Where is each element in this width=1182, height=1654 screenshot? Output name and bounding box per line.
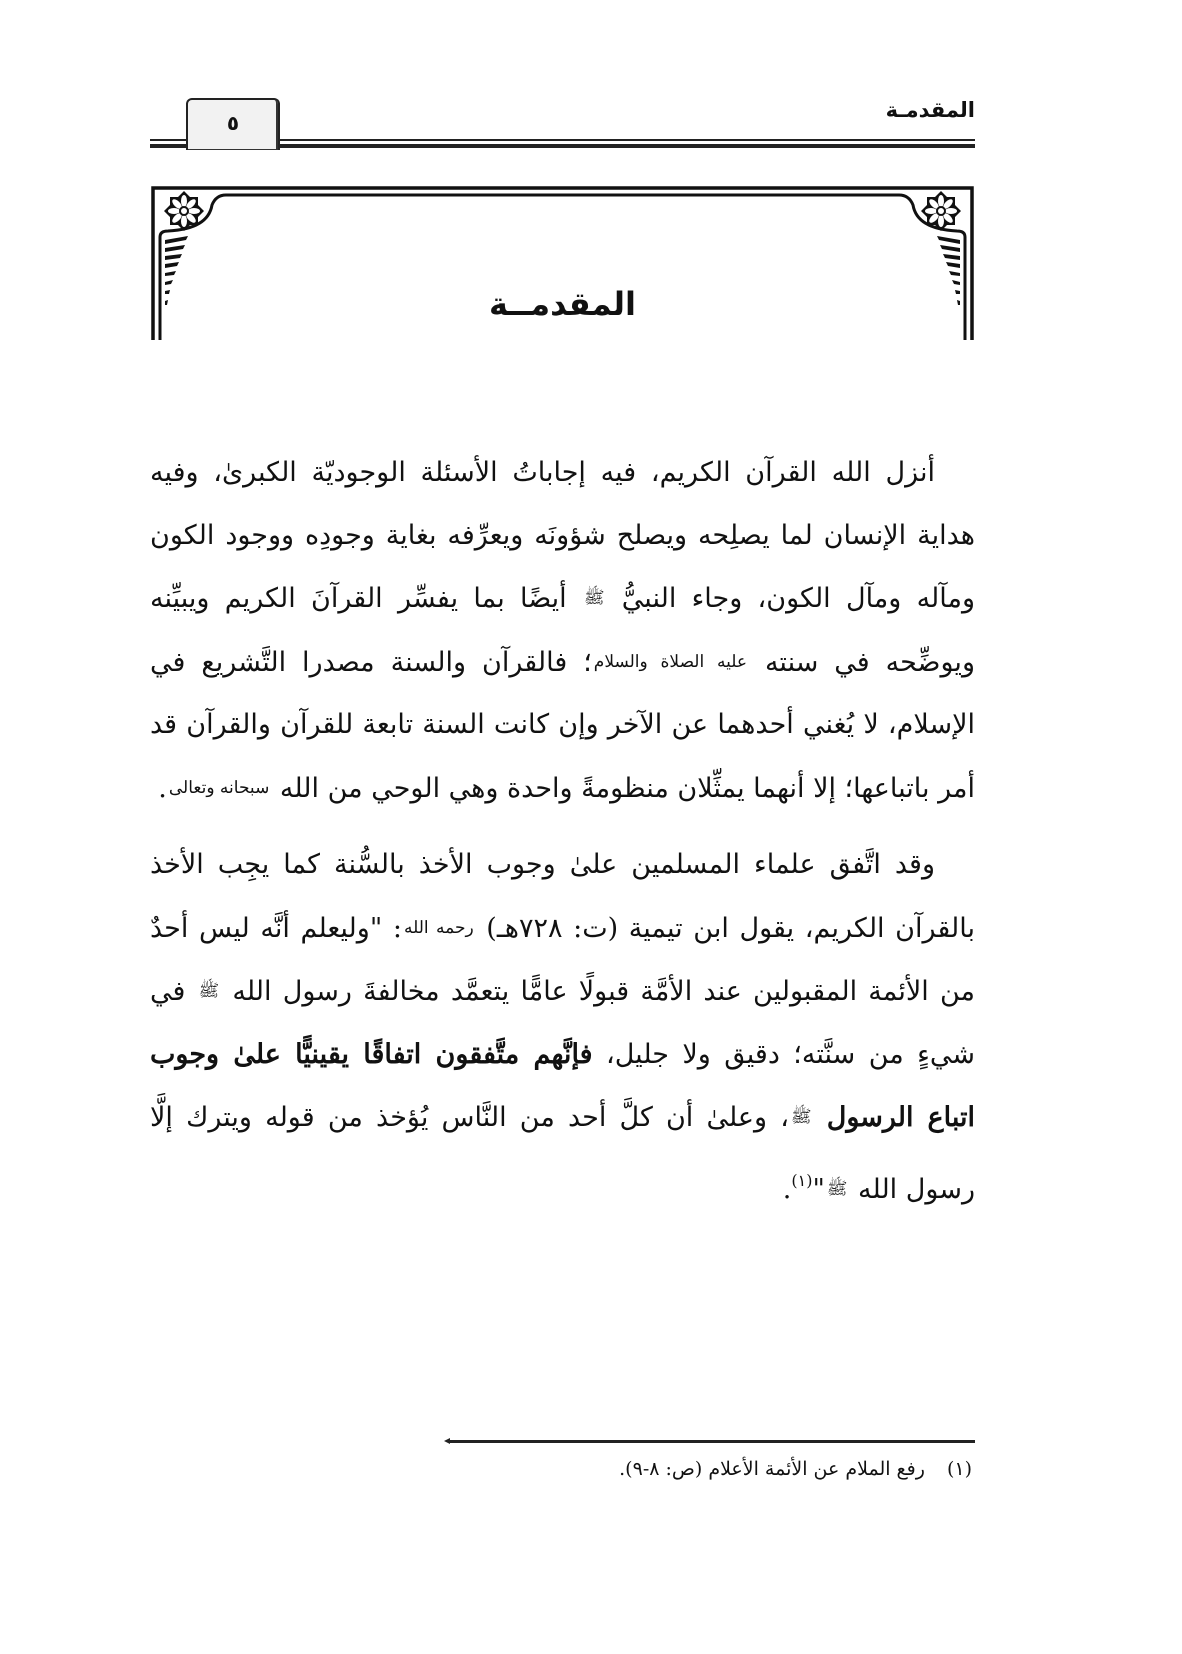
honorific-salla-icon: ﷺ (826, 1178, 848, 1199)
footnote-item (150, 1452, 972, 1486)
body-text (150, 442, 975, 1221)
page-number: ٥ (226, 111, 240, 135)
paragraph-1: أنزل الله القرآن الكريم، فيه إجاباتُ الأسئلة الوجوديّة الكبرىٰ، وفيه هداية الإنسان لما يصلِحه ويصلح شؤونَه ويعرِّفه بغاية وجودِه ووجود الكون ومآله ومآل الكون، وجاء النبيُّ ﷺ أيضًا بما يفسِّر القرآنَ الكريم ويبيِّنه ويوضِّحه في سنته عليه الصلاة والسلام؛ فالقرآن والسنة مصدرا التَّشريع في الإسلام، لا يُغني أحدهما عن الآخر وإن كانت السنة تابعة للقرآن والقرآن قد أمر باتباعها؛ إلا أنهما يمثِّلان منظومةً واحدة وهي الوحي من الله سبحانه وتعالى. (150, 457, 976, 804)
chapter-heading-frame (150, 185, 975, 340)
running-title: المقدمـة (885, 98, 975, 122)
footnote-text: رفع الملام عن الأئمة الأعلام (ص: ٨-٩). (619, 1458, 925, 1480)
rosette-right-icon (921, 191, 961, 231)
honorific-salla-icon: ﷺ (583, 588, 605, 608)
honorific-subhanahu-icon: سبحانه وتعالى (168, 777, 270, 798)
chapter-title: المقدمــة (488, 285, 637, 323)
footnote-reference[interactable]: (١) (791, 1170, 813, 1190)
footnote-number: (١) (946, 1458, 972, 1480)
honorific-salla-icon: ﷺ (198, 981, 220, 1001)
footnotes (150, 1452, 972, 1486)
honorific-alayhi-icon: عليه الصلاة والسلام (593, 651, 747, 672)
honorific-rahimahullah-icon: رحمه الله (403, 917, 474, 938)
rosette-left-icon (164, 191, 204, 231)
paragraph-2: وقد اتَّفق علماء المسلمين علىٰ وجوب الأخذ بالسُّنة كما يجِب الأخذ بالقرآن الكريم، يقول ابن تيمية (ت: ٧٢٨هـ) رحمه الله: "وليعلم أنَّه ليس أحدٌ من الأئمة المقبولين عند الأمَّة قبولًا عامًّا يتعمَّد مخالفةَ رسول الله ﷺ في شيءٍ من سنَّته؛ دقيق ولا جليل، فإنَّهم متَّفقون اتفاقًا يقينيًّا علىٰ وجوب اتباع الرسول ﷺ، وعلىٰ أن كلَّ أحد من النَّاس يُؤخذ من قوله ويترك إلَّا رسول الله ﷺ"$^{(١)}$. (150, 849, 976, 1205)
running-header (150, 92, 975, 150)
emphasized-quote: فإنَّهم متَّفقون اتفاقًا يقينيًّا علىٰ وجوب اتباع الرسول (150, 1038, 976, 1133)
page-number-tab (186, 98, 280, 150)
footnote-separator (448, 1440, 975, 1443)
honorific-salla-icon: ﷺ (790, 1107, 812, 1127)
